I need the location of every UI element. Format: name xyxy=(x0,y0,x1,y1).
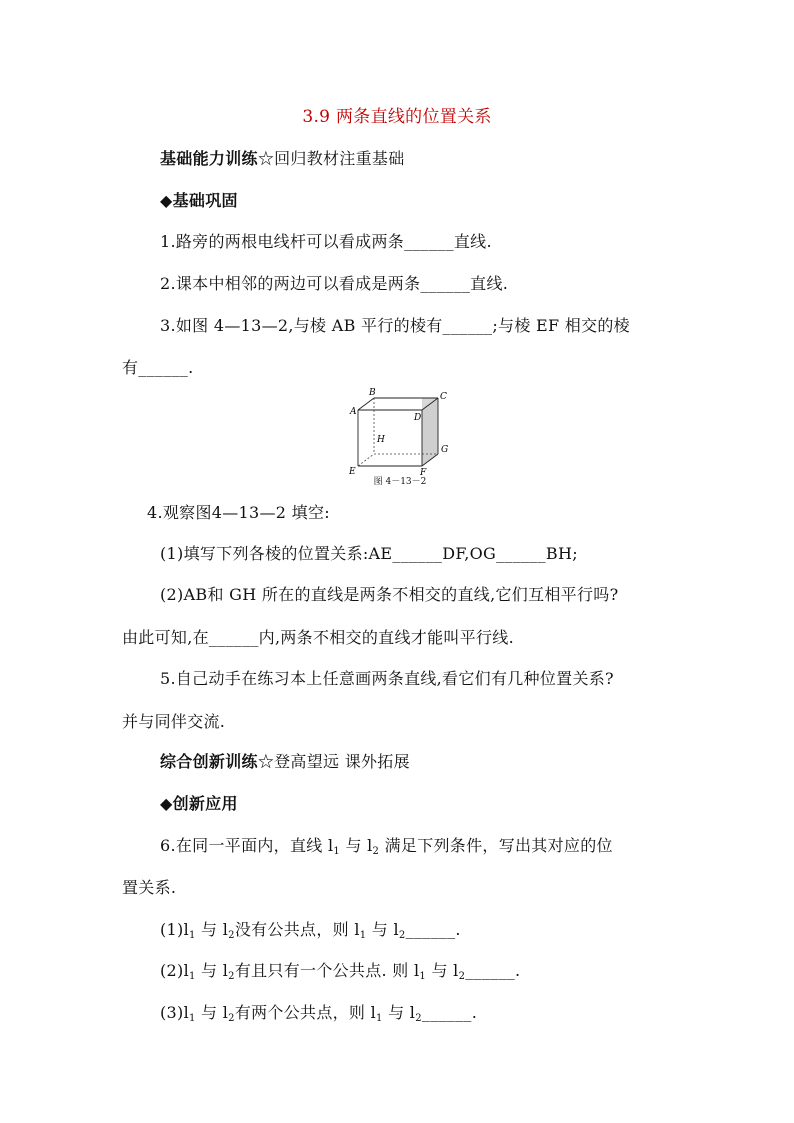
star-icon: ☆ xyxy=(257,149,275,168)
page-title: 3.9 两条直线的位置关系 xyxy=(302,107,492,127)
q6-text: 与 l xyxy=(345,836,373,855)
subscript: 2 xyxy=(228,971,235,982)
section-subtitle: 回归教材注重基础 xyxy=(274,149,405,168)
label-d: D xyxy=(414,413,422,423)
blank: ______. xyxy=(421,1003,478,1022)
section-subtitle: 登高望远 课外拓展 xyxy=(274,752,410,771)
text: (1)l xyxy=(160,920,189,939)
q6-text: 满足下列条件，写出其对应的位 xyxy=(384,836,613,855)
question-6-line2: 置关系. xyxy=(122,878,177,897)
text: 与 l xyxy=(388,1003,416,1022)
section-heading-basic xyxy=(160,148,405,170)
section-heading-comprehensive xyxy=(160,751,410,773)
text: 与 l xyxy=(201,961,229,980)
question-4: 4.观察图4—13—2 填空: xyxy=(147,503,330,522)
figure-caption: 图 4－13－2 xyxy=(373,477,427,487)
label-e: E xyxy=(349,467,356,476)
text: 与 l xyxy=(201,920,229,939)
subscript: 2 xyxy=(228,930,235,941)
question-4-part2-line1: (2)AB和 GH 所在的直线是两条不相交的直线,它们互相平行吗? xyxy=(160,585,619,604)
subscript: 1 xyxy=(188,971,196,982)
subheading-innovative-application: ◆创新应用 xyxy=(160,794,238,813)
section-label: 基础能力训练 xyxy=(160,149,258,168)
subscript: 1 xyxy=(419,971,427,982)
subscript: 2 xyxy=(458,971,466,982)
question-6-part1 xyxy=(160,919,461,941)
text: (2)l xyxy=(160,961,189,980)
subscript: 1 xyxy=(359,930,367,941)
subscript: 1 xyxy=(333,846,341,857)
subscript: 2 xyxy=(398,930,406,941)
question-4-part1: (1)填写下列各棱的位置关系:AE______DF,OG______BH; xyxy=(160,544,578,563)
subscript: 2 xyxy=(415,1013,422,1024)
question-2: 2.课本中相邻的两边可以看成是两条______直线. xyxy=(160,274,509,293)
label-f: F xyxy=(420,468,427,476)
text: 与 l xyxy=(201,1003,229,1022)
blank: ______. xyxy=(405,920,461,939)
label-a: A xyxy=(350,407,357,417)
text: 与 l xyxy=(371,920,399,939)
star-icon: ☆ xyxy=(257,752,275,771)
subscript: 2 xyxy=(228,1013,235,1024)
text: 没有公共点，则 l xyxy=(234,920,360,939)
subscript: 1 xyxy=(188,930,196,941)
subscript: 1 xyxy=(376,1013,383,1024)
label-c: C xyxy=(440,392,447,402)
label-b: B xyxy=(369,388,376,398)
text: 与 l xyxy=(431,961,459,980)
question-5-line1: 5.自己动手在练习本上任意画两条直线,看它们有几种位置关系? xyxy=(160,669,614,688)
question-6-part2 xyxy=(160,960,520,982)
label-h: H xyxy=(377,435,385,445)
subheading-basic-consolidation: ◆基础巩固 xyxy=(160,191,238,210)
blank: ______. xyxy=(465,961,521,980)
question-6-line1 xyxy=(160,835,613,857)
question-3-line1: 3.如图 4—13—2,与棱 AB 平行的棱有______;与棱 EF 相交的棱 xyxy=(160,316,630,335)
section-label: 综合创新训练 xyxy=(160,752,258,771)
question-6-part3 xyxy=(160,1002,477,1024)
question-3-line2: 有______. xyxy=(122,358,194,377)
cuboid-figure xyxy=(340,386,460,492)
text: 有两个公共点，则 l xyxy=(234,1003,377,1022)
question-5-line2: 并与同伴交流. xyxy=(122,712,226,731)
q6-text: 6.在同一平面内，直线 l xyxy=(160,836,334,855)
question-1: 1.路旁的两根电线杆可以看成两条______直线. xyxy=(160,232,492,251)
text: 有且只有一个公共点. 则 l xyxy=(234,961,420,980)
subscript: 2 xyxy=(372,846,380,857)
subscript: 1 xyxy=(188,1013,196,1024)
cuboid-diagram xyxy=(340,386,460,476)
question-4-part2-line2: 由此可知,在______内,两条不相交的直线才能叫平行线. xyxy=(122,628,514,647)
label-g: G xyxy=(441,445,449,455)
text: (3)l xyxy=(160,1003,189,1022)
